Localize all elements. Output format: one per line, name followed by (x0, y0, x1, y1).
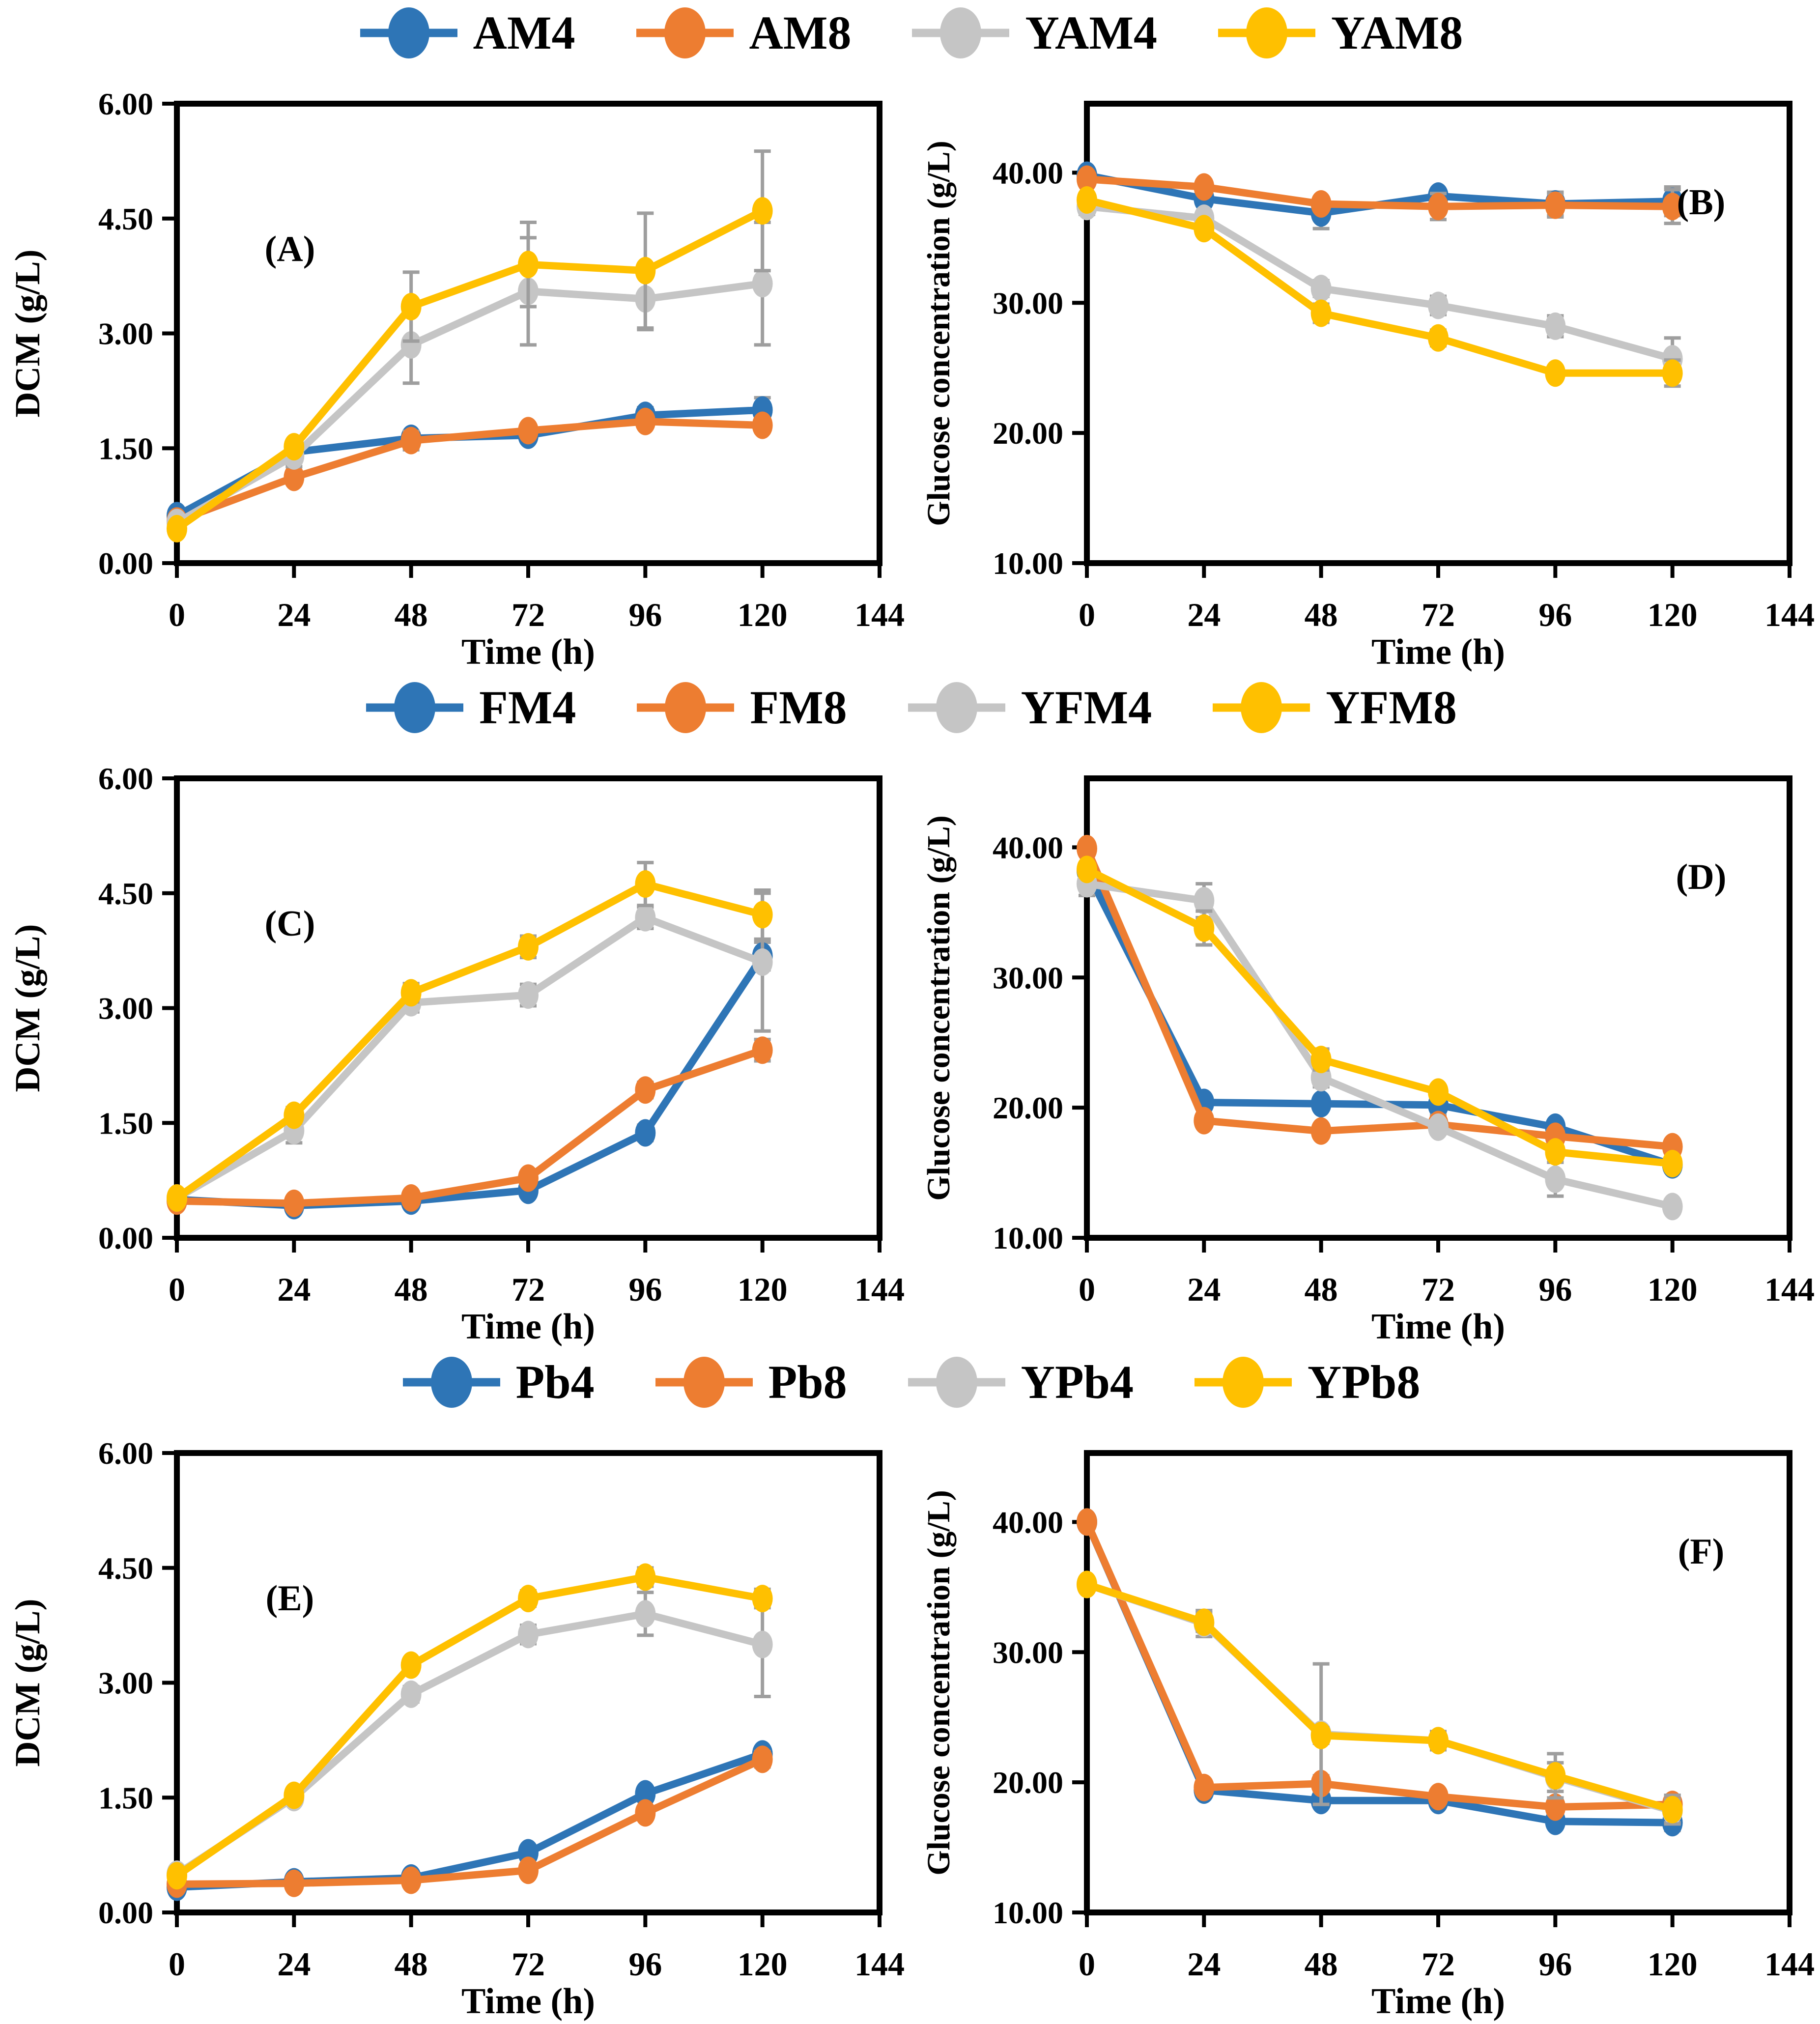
y-tick-label: 6.00 (98, 761, 153, 796)
x-tick-label: 72 (512, 596, 545, 633)
data-point-marker (1428, 193, 1449, 220)
data-point-marker (518, 933, 539, 961)
y-tick-label: 10.00 (993, 1895, 1063, 1930)
chart-panel-A (0, 62, 910, 673)
x-tick-label: 24 (1187, 1945, 1221, 1983)
x-tick-label: 48 (394, 596, 428, 633)
data-point-marker (635, 1076, 655, 1104)
legend-item-FM8 (634, 680, 847, 735)
data-point-marker (401, 293, 422, 320)
data-point-marker (635, 1119, 655, 1147)
figure-row-1 (0, 0, 1820, 675)
legend-row-1 (0, 4, 1820, 62)
x-tick-label: 144 (854, 1945, 905, 1983)
data-point-marker (752, 1585, 773, 1612)
data-point-marker (752, 901, 773, 928)
y-tick-label: 0.00 (98, 1221, 153, 1255)
legend-label: AM8 (749, 6, 852, 59)
y-tick-label: 30.00 (993, 285, 1063, 321)
x-tick-label: 120 (1647, 1271, 1698, 1308)
data-point-marker (635, 870, 655, 898)
data-point-marker (1545, 313, 1565, 340)
data-point-marker (635, 1563, 655, 1591)
x-tick-label: 72 (512, 1945, 545, 1983)
data-point-marker (518, 1164, 539, 1192)
y-tick-label: 3.00 (98, 991, 153, 1026)
y-tick-label: 1.50 (98, 1780, 153, 1816)
legend-marker-icon (653, 1355, 756, 1410)
x-axis-title: Time (h) (1371, 632, 1506, 672)
legend-item-AM8 (633, 5, 852, 60)
x-tick-label: 96 (1538, 1271, 1572, 1308)
data-point-marker (635, 257, 655, 285)
x-tick-label: 96 (1538, 1945, 1572, 1983)
series-YPb4 (167, 1593, 773, 1888)
x-axis-title: Time (h) (1371, 1981, 1506, 2022)
series-line (1087, 1585, 1673, 1811)
x-tick-label: 144 (854, 1271, 905, 1308)
legend-marker-icon (905, 680, 1008, 735)
y-axis-title: Glucose concentration (g/L) (921, 815, 957, 1201)
x-tick-label: 96 (628, 596, 662, 633)
data-point-marker (1662, 1796, 1683, 1824)
chart-panel-C (0, 737, 910, 1347)
panel-letter: (B) (1677, 182, 1726, 223)
panel-letter: (F) (1678, 1532, 1725, 1572)
y-tick-label: 4.50 (98, 876, 153, 911)
data-point-marker (401, 427, 422, 455)
data-point-marker (518, 981, 539, 1009)
x-tick-label: 120 (1647, 1945, 1698, 1983)
x-axis-title: Time (h) (461, 1981, 596, 2022)
figure-row-2 (0, 675, 1820, 1349)
y-tick-label: 1.50 (98, 431, 153, 466)
data-point-marker (1194, 1608, 1214, 1636)
data-point-marker (1194, 215, 1214, 242)
panel-letter: (C) (264, 904, 315, 944)
data-point-marker (284, 1190, 304, 1217)
data-point-marker (518, 1856, 539, 1884)
chart-C (0, 737, 910, 1347)
x-tick-label: 96 (628, 1271, 662, 1308)
legend-item-YPb8 (1192, 1355, 1420, 1410)
legend-item-YFM4 (905, 680, 1152, 735)
y-tick-label: 0.00 (98, 1895, 153, 1930)
data-point-marker (1311, 275, 1332, 302)
legend-marker-icon (1215, 5, 1318, 60)
y-axis-title: Glucose concentration (g/L) (921, 1490, 957, 1876)
x-tick-label: 120 (737, 596, 788, 633)
y-tick-label: 40.00 (993, 1505, 1063, 1540)
series-YAM8 (167, 151, 773, 542)
data-point-marker (752, 412, 773, 439)
y-axis-title: DCM (g/L) (8, 249, 47, 418)
data-point-marker (1311, 1722, 1332, 1749)
legend-label: YPb4 (1021, 1356, 1134, 1408)
x-tick-label: 24 (277, 1945, 311, 1983)
data-point-marker (635, 1799, 655, 1826)
data-point-marker (752, 197, 773, 225)
x-tick-label: 24 (277, 1271, 311, 1308)
series-YFM8 (167, 862, 773, 1212)
data-point-marker (284, 1102, 304, 1129)
legend-label: YAM4 (1025, 6, 1157, 59)
data-point-marker (284, 1870, 304, 1897)
y-tick-label: 6.00 (98, 86, 153, 121)
series-line (177, 918, 763, 1198)
data-point-marker (518, 1621, 539, 1648)
legend-label: AM4 (473, 6, 575, 59)
data-point-marker (1428, 1727, 1449, 1754)
series-YFM4 (167, 893, 773, 1212)
x-tick-label: 120 (737, 1271, 788, 1308)
panel-letter: (A) (264, 229, 315, 269)
data-point-marker (1077, 186, 1097, 214)
data-point-marker (167, 1184, 187, 1212)
chart-panel-F (910, 1411, 1820, 2022)
x-tick-label: 48 (1304, 1945, 1338, 1983)
x-tick-label: 72 (1422, 1945, 1455, 1983)
legend-marker-icon (357, 5, 460, 60)
legend-marker-icon (363, 680, 466, 735)
legend-item-Pb4 (400, 1355, 595, 1410)
x-tick-label: 120 (1647, 596, 1698, 633)
y-tick-label: 40.00 (993, 830, 1063, 865)
data-point-marker (1311, 190, 1332, 218)
data-point-marker (1194, 1107, 1214, 1135)
x-tick-label: 48 (1304, 596, 1338, 633)
series-line (1087, 200, 1673, 373)
legend-label: Pb8 (768, 1356, 847, 1408)
legend-item-YAM4 (909, 5, 1157, 60)
panels-row-1 (0, 62, 1820, 675)
y-tick-label: 4.50 (98, 1550, 153, 1586)
data-point-marker (1545, 359, 1565, 387)
panels-row-3 (0, 1411, 1820, 2024)
legend-marker-icon (1192, 1355, 1295, 1410)
legend-item-AM4 (357, 5, 575, 60)
x-tick-label: 24 (1187, 596, 1221, 633)
x-axis-title: Time (h) (1371, 1307, 1506, 1347)
data-point-marker (1077, 1571, 1097, 1598)
y-tick-label: 10.00 (993, 1221, 1063, 1255)
x-tick-label: 0 (1079, 1945, 1095, 1983)
data-point-marker (401, 1184, 422, 1212)
x-tick-label: 0 (1079, 596, 1095, 633)
data-point-marker (1311, 1046, 1332, 1073)
x-tick-label: 120 (737, 1945, 788, 1983)
legend-item-YFM8 (1210, 680, 1457, 735)
data-point-marker (1545, 192, 1565, 219)
data-point-marker (1077, 855, 1097, 883)
series-line (1087, 1522, 1673, 1807)
legend-label: YFM8 (1326, 681, 1457, 734)
data-point-marker (1545, 1138, 1565, 1166)
legend-marker-icon (634, 680, 737, 735)
legend-marker-icon (909, 5, 1012, 60)
panel-letter: (D) (1676, 857, 1727, 897)
data-point-marker (1194, 173, 1214, 201)
legend-item-Pb8 (653, 1355, 847, 1410)
y-tick-label: 3.00 (98, 316, 153, 351)
data-point-marker (752, 270, 773, 297)
legend-label: YPb8 (1308, 1356, 1421, 1408)
series-line (1087, 206, 1673, 359)
chart-panel-D (910, 737, 1820, 1347)
data-point-marker (1428, 1078, 1449, 1106)
x-tick-label: 0 (1079, 1271, 1095, 1308)
data-point-marker (1194, 1774, 1214, 1801)
data-point-marker (752, 1631, 773, 1658)
x-tick-label: 48 (394, 1271, 428, 1308)
y-tick-label: 0.00 (98, 546, 153, 581)
legend-row-3 (0, 1353, 1820, 1411)
data-point-marker (401, 979, 422, 1006)
data-point-marker (635, 408, 655, 435)
data-point-marker (1545, 1166, 1565, 1193)
x-axis-title: Time (h) (461, 1307, 596, 1347)
data-point-marker (401, 1652, 422, 1679)
series-FM8 (167, 1036, 773, 1217)
x-tick-label: 144 (1764, 596, 1815, 633)
x-tick-label: 72 (1422, 596, 1455, 633)
data-point-marker (1662, 359, 1683, 387)
legend-item-FM4 (363, 680, 576, 735)
legend-row-2 (0, 679, 1820, 737)
legend-item-YAM8 (1215, 5, 1463, 60)
x-tick-label: 24 (1187, 1271, 1221, 1308)
x-tick-label: 72 (1422, 1271, 1455, 1308)
y-tick-label: 20.00 (993, 1765, 1063, 1800)
data-point-marker (752, 1745, 773, 1773)
y-axis-title: DCM (g/L) (8, 924, 47, 1092)
data-point-marker (401, 1867, 422, 1894)
chart-E (0, 1411, 910, 2022)
data-point-marker (635, 1600, 655, 1627)
legend-label: Pb4 (515, 1356, 595, 1408)
chart-A (0, 62, 910, 673)
x-tick-label: 96 (1538, 596, 1572, 633)
data-point-marker (518, 1585, 539, 1612)
legend-marker-icon (1210, 680, 1313, 735)
data-point-marker (1311, 1090, 1332, 1117)
series-AM4 (167, 396, 773, 529)
series-line (1087, 1585, 1673, 1810)
chart-B (910, 62, 1820, 673)
data-point-marker (518, 417, 539, 444)
data-point-marker (635, 904, 655, 932)
data-point-marker (284, 1782, 304, 1809)
series-line (1087, 1522, 1673, 1823)
y-tick-label: 20.00 (993, 416, 1063, 451)
legend-label: FM8 (750, 681, 847, 734)
data-point-marker (752, 1036, 773, 1064)
x-tick-label: 144 (854, 596, 905, 633)
chart-D (910, 737, 1820, 1347)
series-YPb8 (167, 1563, 773, 1889)
chart-panel-E (0, 1411, 910, 2022)
x-tick-label: 48 (1304, 1271, 1338, 1308)
y-axis-title: DCM (g/L) (8, 1598, 47, 1767)
data-point-marker (1428, 1113, 1449, 1141)
y-tick-label: 30.00 (993, 1635, 1063, 1670)
data-point-marker (1662, 1193, 1683, 1220)
x-tick-label: 0 (169, 1271, 185, 1308)
legend-marker-icon (905, 1355, 1008, 1410)
y-tick-label: 1.50 (98, 1106, 153, 1141)
chart-panel-B (910, 62, 1820, 673)
y-tick-label: 20.00 (993, 1090, 1063, 1126)
series-FM8 (1077, 835, 1683, 1161)
panel-letter: (E) (265, 1578, 314, 1619)
x-tick-label: 144 (1764, 1945, 1815, 1983)
legend-item-YPb4 (905, 1355, 1134, 1410)
x-axis-title: Time (h) (461, 632, 596, 672)
series-line (1087, 869, 1673, 1164)
x-tick-label: 0 (169, 596, 185, 633)
series-line (177, 1050, 763, 1203)
x-tick-label: 0 (169, 1945, 185, 1983)
x-tick-label: 96 (628, 1945, 662, 1983)
series-line (177, 1614, 763, 1874)
data-point-marker (1194, 914, 1214, 942)
data-point-marker (518, 251, 539, 278)
data-point-marker (1428, 324, 1449, 352)
x-tick-label: 144 (1764, 1271, 1815, 1308)
data-point-marker (1662, 1150, 1683, 1177)
legend-label: FM4 (479, 681, 576, 734)
y-tick-label: 10.00 (993, 546, 1063, 581)
series-Pb8 (1077, 1508, 1683, 1821)
x-tick-label: 72 (512, 1271, 545, 1308)
y-tick-label: 3.00 (98, 1665, 153, 1701)
y-tick-label: 40.00 (993, 155, 1063, 191)
y-tick-label: 30.00 (993, 960, 1063, 996)
figure-row-3 (0, 1349, 1820, 2024)
y-tick-label: 6.00 (98, 1436, 153, 1471)
legend-marker-icon (400, 1355, 503, 1410)
data-point-marker (1428, 1783, 1449, 1810)
data-point-marker (401, 1681, 422, 1708)
y-axis-title: Glucose concentration (g/L) (921, 141, 957, 526)
x-tick-label: 24 (277, 596, 311, 633)
chart-F (910, 1411, 1820, 2022)
series-YAM8 (1077, 186, 1683, 387)
data-point-marker (1545, 1762, 1565, 1790)
y-tick-label: 4.50 (98, 201, 153, 236)
data-point-marker (1311, 1117, 1332, 1145)
data-point-marker (1428, 292, 1449, 319)
data-point-marker (752, 948, 773, 976)
data-point-marker (167, 515, 187, 542)
data-point-marker (167, 1862, 187, 1889)
x-tick-label: 48 (394, 1945, 428, 1983)
legend-label: YFM4 (1021, 681, 1152, 734)
data-point-marker (1077, 1508, 1097, 1536)
legend-label: YAM8 (1331, 6, 1463, 59)
panels-row-2 (0, 737, 1820, 1349)
legend-marker-icon (633, 5, 737, 60)
plot-frame (1087, 1453, 1790, 1912)
data-point-marker (1311, 299, 1332, 327)
data-point-marker (284, 433, 304, 460)
plot-frame (1087, 778, 1790, 1238)
